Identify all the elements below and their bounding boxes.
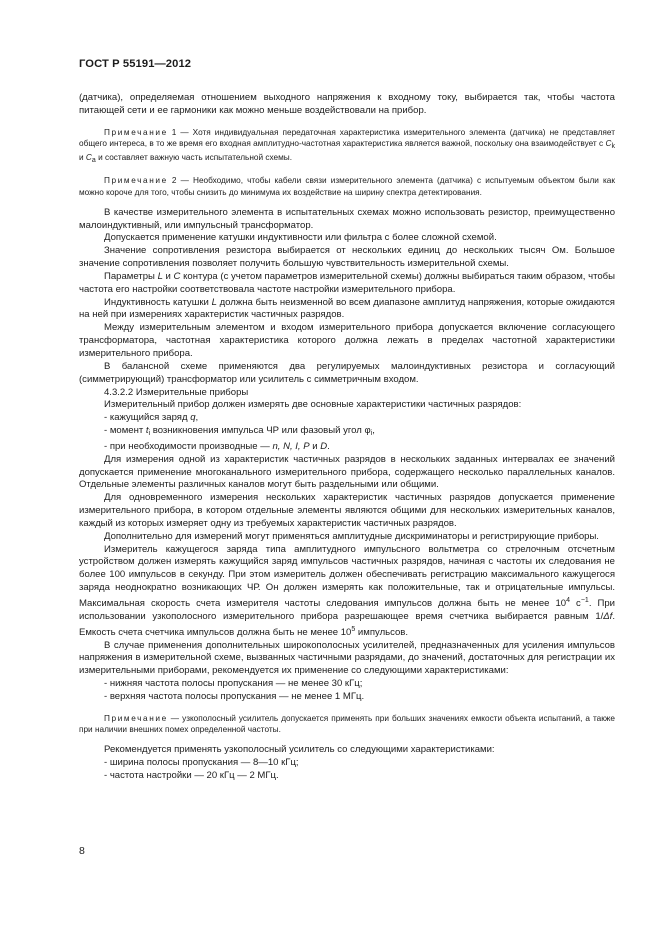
list-item: - ширина полосы пропускания — 8—10 кГц; [104,757,299,769]
paragraph: Допускается применение катушки индуктивности или фильтра с более сложной схемой. [104,232,497,244]
paragraph: Между измерительным элементом и входом измерительного прибора допускается включение согласующего трансформатора, частотная характеристика которого должна лежать в пределах частотной характеристики измерительного прибора. [79,322,615,359]
paragraph: Параметры L и C контура (с учетом параметров измерительной схемы) должны выбираться таким образом, чтобы частота его настройки соответствовала частоте настройки измерительного прибора. [79,270,615,295]
note-label: Примечание [104,127,168,137]
note-2: Примечание 2 — Необходимо, чтобы кабели связи измерительного элемента (датчика) с испытуемым объектом были как можно короче для того, чтобы снизить до минимума их воздействие на ширину спектра детектирования. [79,176,615,197]
paragraph: (датчика), определяемая отношением выходного напряжения к входному току, выбирается так, чтобы частота питающей сети и ее гармоники как можно меньше воздействовали на прибор. [79,92,615,116]
list-item: - нижняя частота полосы пропускания — не менее 30 кГц; [104,678,363,690]
paragraph: Для измерения одной из характеристик частичных разрядов в нескольких заданных интервалах ее значений допускается применение многоканального измерительного прибора, содержащего несколько параллельных каналов. Отдельные элементы различных каналов могут быть раздельными или общими. [79,453,615,491]
list-item: - частота настройки — 20 кГц — 2 МГц. [104,769,279,781]
note-1: Примечание 1 — Хотя индивидуальная передаточная характеристика измерительного элемента (датчика) не представляет общего интереса, в то же время его входная амплитудно-частотная характеристика является важной, поскольку она взаимодействует с $C_k$ и $C_a$ и составляет важную часть испытательной схемы. [79,127,615,165]
paragraph: Измерительный прибор должен измерять две основные характеристики частичных разрядов: [104,399,522,411]
page-content [79,92,615,783]
paragraph: В качестве измерительного элемента в испытательных схемах можно использовать резистор, преимущественно малоиндуктивный, или импульсный трансформатор. [79,206,615,231]
note-label: Примечание [104,176,168,186]
section-heading: 4.3.2.2 Измерительные приборы [104,386,249,398]
document-header: ГОСТ Р 55191—2012 [79,58,192,70]
paragraph: Индуктивность катушки L должна быть неизменной во всем диапазоне амплитуд напряжения, которые ожидаются на ней при измерениях характеристик частичных разрядов. [79,296,615,321]
paragraph: В балансной схеме применяются два регулируемых малоиндуктивных резистора и согласующий (симметрирующий) трансформатор или усилитель с симметричным входом. [79,360,615,385]
paragraph: Рекомендуется применять узкополосный усилитель со следующими характеристиками: [104,744,495,756]
note-3: Примечание — узкополосный усилитель допускается применять при больших значениях емкости объекта испытаний, а также при наличии внешних помех определенной частоты. [79,713,615,734]
page-number: 8 [79,845,85,857]
paragraph: Значение сопротивления резистора выбирается от нескольких единиц до нескольких тысяч Ом. Большое значение сопротивления позволяет получить большую чувствительность измерительной схемы. [79,245,615,270]
paragraph: В случае применения дополнительных широкополосных усилителей, предназначенных для усиления импульсов напряжения в измерительной схеме, вызванных частичными разрядами, до значений, достаточных для регистрации их измерительными приборами, рекомендуется их применение со следующими характеристиками: [79,639,615,677]
list-item: - кажущийся заряд q, [104,412,199,424]
paragraph: Для одновременного измерения нескольких характеристик частичных разрядов допускается применение измерительного прибора, в котором отдельные элементы являются общими для нескольких измерительных каналов, каждый из которых измеряет одну из требуемых характеристик частичных разрядов. [79,492,615,529]
paragraph: Дополнительно для измерений могут применяться амплитудные дискриминаторы и регистрирующие приборы. [104,530,599,542]
note-label: Примечание [104,713,168,723]
list-item: - при необходимости производные — n, N, I, P и D. [104,440,330,452]
list-item: - верхняя частота полосы пропускания — не менее 1 МГц. [104,690,365,702]
paragraph: Измеритель кажущегося заряда типа амплитудного импульсного вольтметра со стрелочным отсчетным устройством должен измерять кажущийся заряд импульсов частичных разрядов, начиная с частоты их следования не более 100 импульсов в секунду. При этом измеритель должен обеспечивать регистрацию максимального кажущегося заряда неоднократно возникающих ЧР. Он должен измерять как положительные, так и отрицательные импульсы. Максимальная скорость счета измерителя частоты следования импульсов должна быть не менее $10^4$ $с^{-1}$. При использовании узкополосного измерительного прибора разрешающее время счетчика выбирается равным 1/Δf. Емкость счета счетчика импульсов должна быть не менее $10^5$ импульсов. [79,543,615,638]
list-item: - момент $t_i$ возникновения импульса ЧР или фазовый угол $\varphi_i$, [104,425,375,438]
